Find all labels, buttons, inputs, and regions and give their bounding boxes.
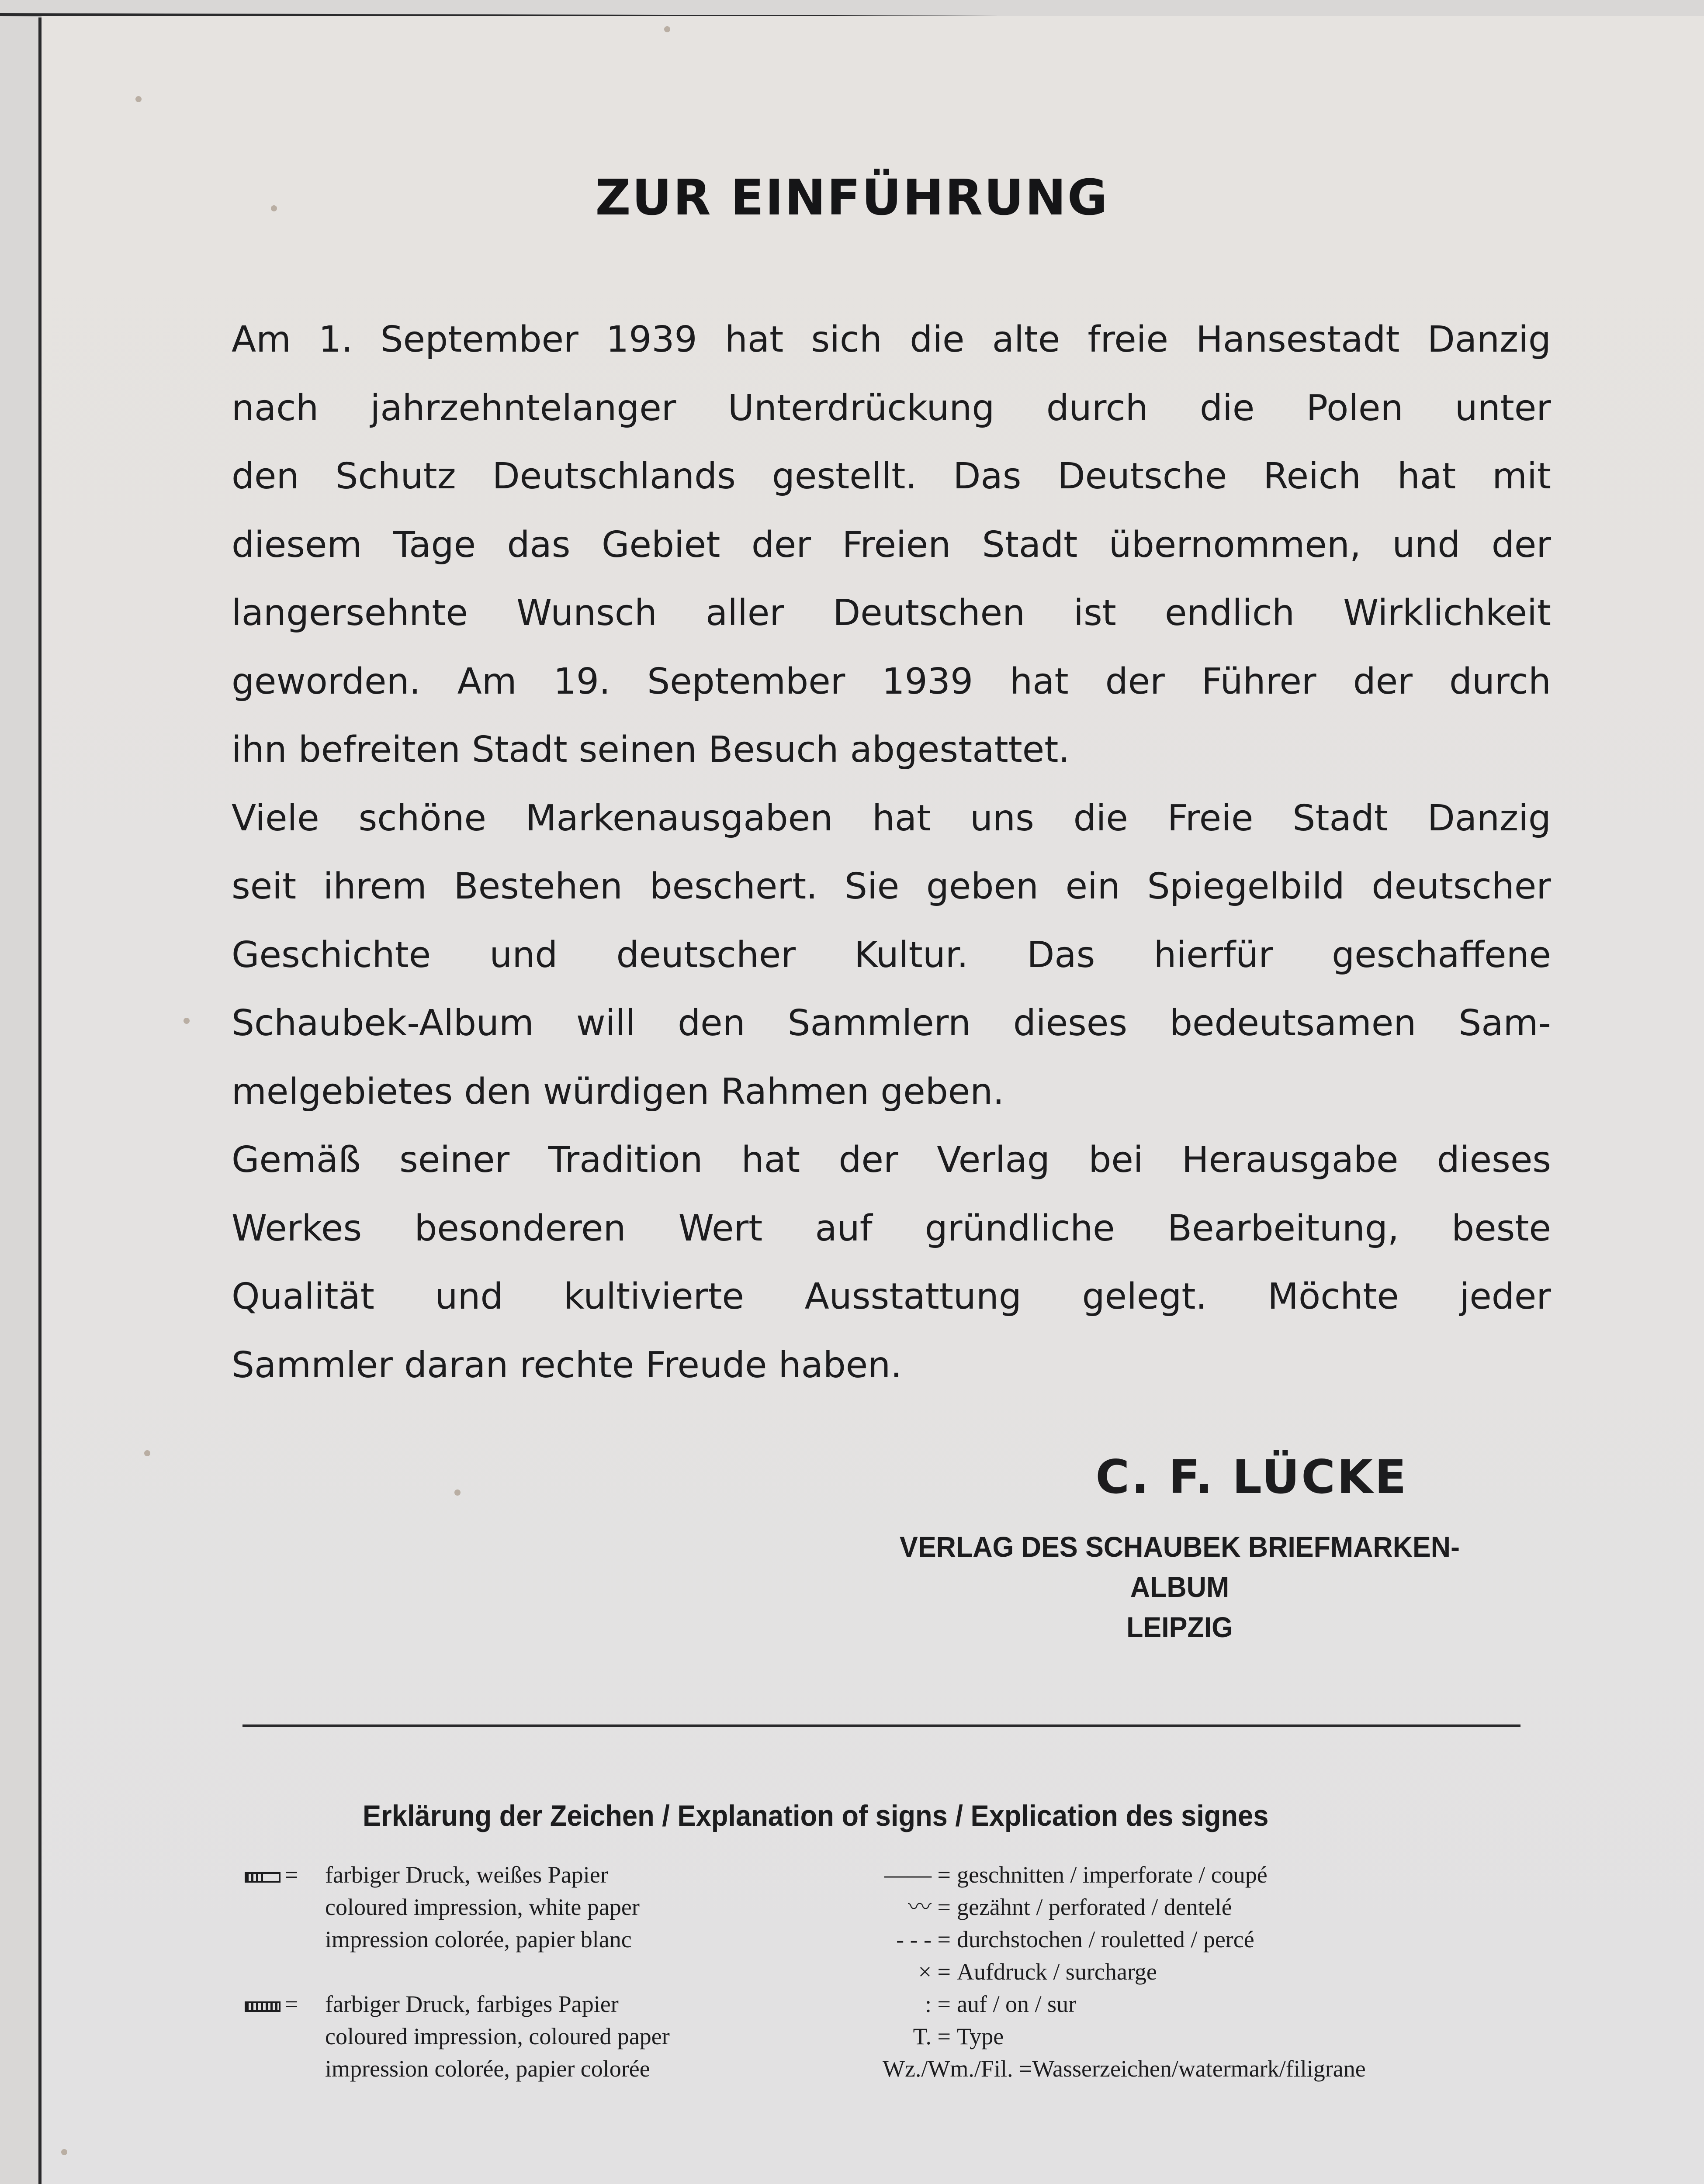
frame-border-left	[38, 17, 42, 2184]
legend-text-de: farbiger Druck, farbiges Papier	[325, 1991, 619, 2017]
legend-row	[883, 2053, 1512, 2085]
intro-line: melgebietes den würdigen Rahmen geben.	[232, 1071, 1004, 1113]
legend-row-text: geschnitten / imperforate / coupé	[957, 1862, 1268, 1888]
legend-row-text: durchstochen / rouletted / percé	[957, 1926, 1254, 1952]
legend-row-text: gezähnt / perforated / dentelé	[957, 1894, 1232, 1920]
intro-line: Geschichte und deutscher Kultur. Das hierfür geschaffene	[232, 934, 1551, 976]
intro-line: diesem Tage das Gebiet der Freien Stadt übernommen, und der	[232, 524, 1551, 566]
legend-row	[883, 1988, 1512, 2020]
on-sign: : =	[925, 1991, 951, 2017]
legend-title: Erklärung der Zeichen / Explanation of signs / Explication des signes	[363, 1799, 1269, 1832]
intro-line: Viele schöne Markenausgaben hat uns die Freie Stadt Danzig	[232, 797, 1551, 839]
legend-row	[883, 1923, 1512, 1956]
striped-box-half-icon	[245, 1872, 281, 1883]
intro-line: den Schutz Deutschlands gestellt. Das Deutsche Reich hat mit	[232, 456, 1551, 497]
legend-text-fr: impression colorée, papier blanc	[325, 1926, 632, 1952]
watermark-sign: Wz./Wm./Fil. =	[883, 2056, 1032, 2082]
intro-line: Schaubek-Album will den Sammlern dieses bedeutsamen Sam-	[232, 1002, 1551, 1044]
legend-perforation-signs	[883, 1859, 1512, 2085]
divider-rule	[242, 1724, 1520, 1727]
intro-line: nach jahrzehntelanger Unterdrückung durch die Polen unter	[232, 387, 1551, 429]
publisher-city: LEIPZIG	[1126, 1611, 1233, 1643]
intro-line: Werkes besonderen Wert auf gründliche Bearbeitung, beste	[232, 1207, 1551, 1249]
paper-speck	[184, 1018, 190, 1024]
legend-entry	[245, 1859, 865, 1956]
legend-text-fr: impression colorée, papier colorée	[325, 2056, 650, 2082]
legend-row	[883, 2020, 1512, 2053]
type-sign: T. =	[913, 2023, 951, 2049]
legend-row	[883, 1859, 1512, 1891]
legend-row-text: auf / on / sur	[957, 1991, 1076, 2017]
intro-line: Am 1. September 1939 hat sich die alte freie Hansestadt Danzig	[232, 319, 1551, 360]
legend-text-de: farbiger Druck, weißes Papier	[325, 1862, 608, 1888]
legend-text-en: coloured impression, white paper	[325, 1894, 640, 1920]
intro-text	[232, 306, 1551, 1400]
paper-speck	[135, 96, 142, 102]
intro-line: geworden. Am 19. September 1939 hat der Führer der durch	[232, 660, 1551, 702]
page-title: ZUR EINFÜHRUNG	[595, 169, 1109, 226]
legend-row-text: Wasserzeichen/watermark/filigrane	[1032, 2056, 1366, 2082]
legend-entry	[245, 1988, 865, 2085]
surcharge-sign: × =	[918, 1959, 951, 1985]
striped-box-full-icon	[245, 2001, 281, 2012]
publisher-name: VERLAG DES SCHAUBEK BRIEFMARKEN-ALBUM	[900, 1531, 1460, 1603]
legend-row	[883, 1891, 1512, 1923]
intro-line: langersehnte Wunsch aller Deutschen ist endlich Wirklichkeit	[232, 592, 1551, 634]
perforated-sign: 〰 =	[908, 1894, 951, 1920]
rouletted-sign: - - - =	[896, 1926, 951, 1952]
legend-row-text: Aufdruck / surcharge	[957, 1959, 1157, 1985]
imperforate-sign: —— =	[884, 1862, 951, 1888]
legend-equals: =	[285, 1862, 298, 1888]
intro-line: ihn befreiten Stadt seinen Besuch abgestattet.	[232, 729, 1070, 771]
intro-line: Gemäß seiner Tradition hat der Verlag bei Herausgabe dieses	[232, 1139, 1551, 1181]
legend-row	[883, 1956, 1512, 1988]
intro-line: seit ihrem Bestehen beschert. Sie geben ein Spiegelbild deutscher	[232, 866, 1551, 907]
intro-line: Sammler daran rechte Freude haben.	[232, 1344, 902, 1386]
legend-paper-signs	[245, 1859, 865, 2117]
legend-equals: =	[285, 1991, 298, 2017]
paper-speck	[664, 26, 670, 32]
legend-row-text: Type	[957, 2023, 1004, 2049]
intro-line: Qualität und kultivierte Ausstattung gelegt. Möchte jeder	[232, 1276, 1551, 1317]
signature-publisher	[852, 1527, 1508, 1647]
legend-text-en: coloured impression, coloured paper	[325, 2023, 670, 2049]
paper-speck	[61, 2149, 67, 2155]
signature-name: C. F. LÜCKE	[1095, 1450, 1408, 1504]
